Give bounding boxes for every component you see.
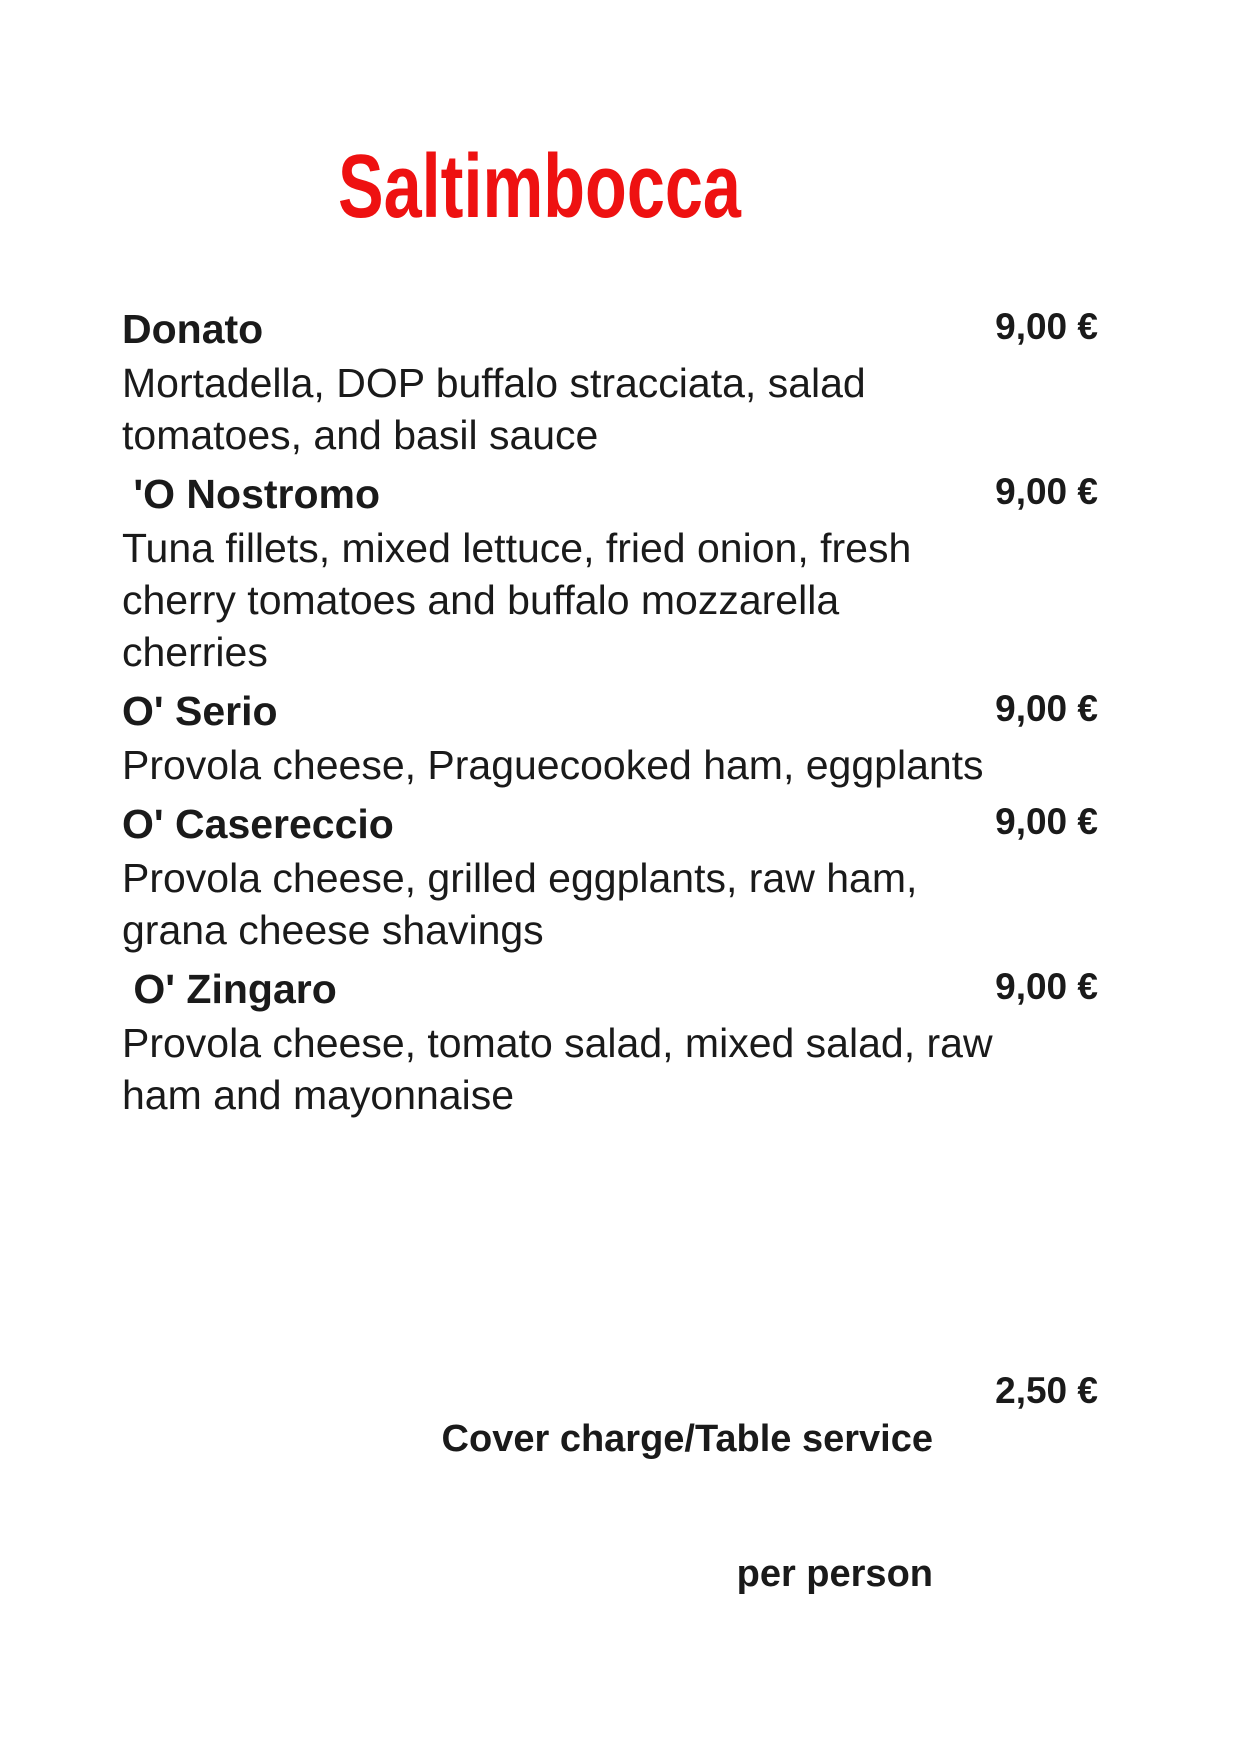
menu-item-description-line: Tuna fillets, mixed lettuce, fried onion, fresh — [122, 525, 912, 571]
menu-item-description-line: Provola cheese, Praguecooked ham, eggplants — [122, 742, 984, 788]
menu-item-description-line: cherries — [122, 629, 268, 675]
menu-item-head — [122, 963, 1098, 1017]
cover-charge-line2: per person — [736, 1553, 933, 1595]
menu-item-name: O' Zingaro — [122, 966, 337, 1012]
menu-item-name: O' Serio — [122, 688, 278, 734]
menu-item — [122, 303, 1098, 461]
menu-item-description-line: grana cheese shavings — [122, 907, 544, 953]
cover-charge-price: 2,50 € — [995, 1370, 1098, 1411]
menu-item-price: 9,00 € — [995, 688, 1098, 729]
menu-list — [122, 303, 1098, 1121]
menu-item-head — [122, 303, 1098, 357]
menu-item-description-line: Mortadella, DOP buffalo stracciata, salad — [122, 360, 866, 406]
menu-item-price: 9,00 € — [995, 471, 1098, 512]
menu-item — [122, 963, 1098, 1121]
menu-item-name: O' Casereccio — [122, 801, 394, 847]
menu-item-head — [122, 468, 1098, 522]
menu-item-description-line: tomatoes, and basil sauce — [122, 412, 599, 458]
page-title: Saltimbocca — [338, 137, 741, 237]
cover-charge-line1: Cover charge/Table service — [441, 1418, 933, 1460]
menu-item-price: 9,00 € — [995, 801, 1098, 842]
menu-item — [122, 468, 1098, 678]
menu-item-head — [122, 685, 1098, 739]
menu-item — [122, 685, 1098, 791]
menu-item-description-line: ham and mayonnaise — [122, 1072, 515, 1118]
menu-item — [122, 798, 1098, 956]
menu-item-description-line: cherry tomatoes and buffalo mozzarella — [122, 577, 840, 623]
menu-item-head — [122, 798, 1098, 852]
menu-item-name: 'O Nostromo — [122, 471, 381, 517]
menu-item-price: 9,00 € — [995, 966, 1098, 1007]
menu-item-name: Donato — [122, 306, 264, 352]
menu-item-description-line: Provola cheese, tomato salad, mixed salad, raw — [122, 1020, 993, 1066]
menu-item-price: 9,00 € — [995, 306, 1098, 347]
menu-item-description-line: Provola cheese, grilled eggplants, raw ham, — [122, 855, 918, 901]
